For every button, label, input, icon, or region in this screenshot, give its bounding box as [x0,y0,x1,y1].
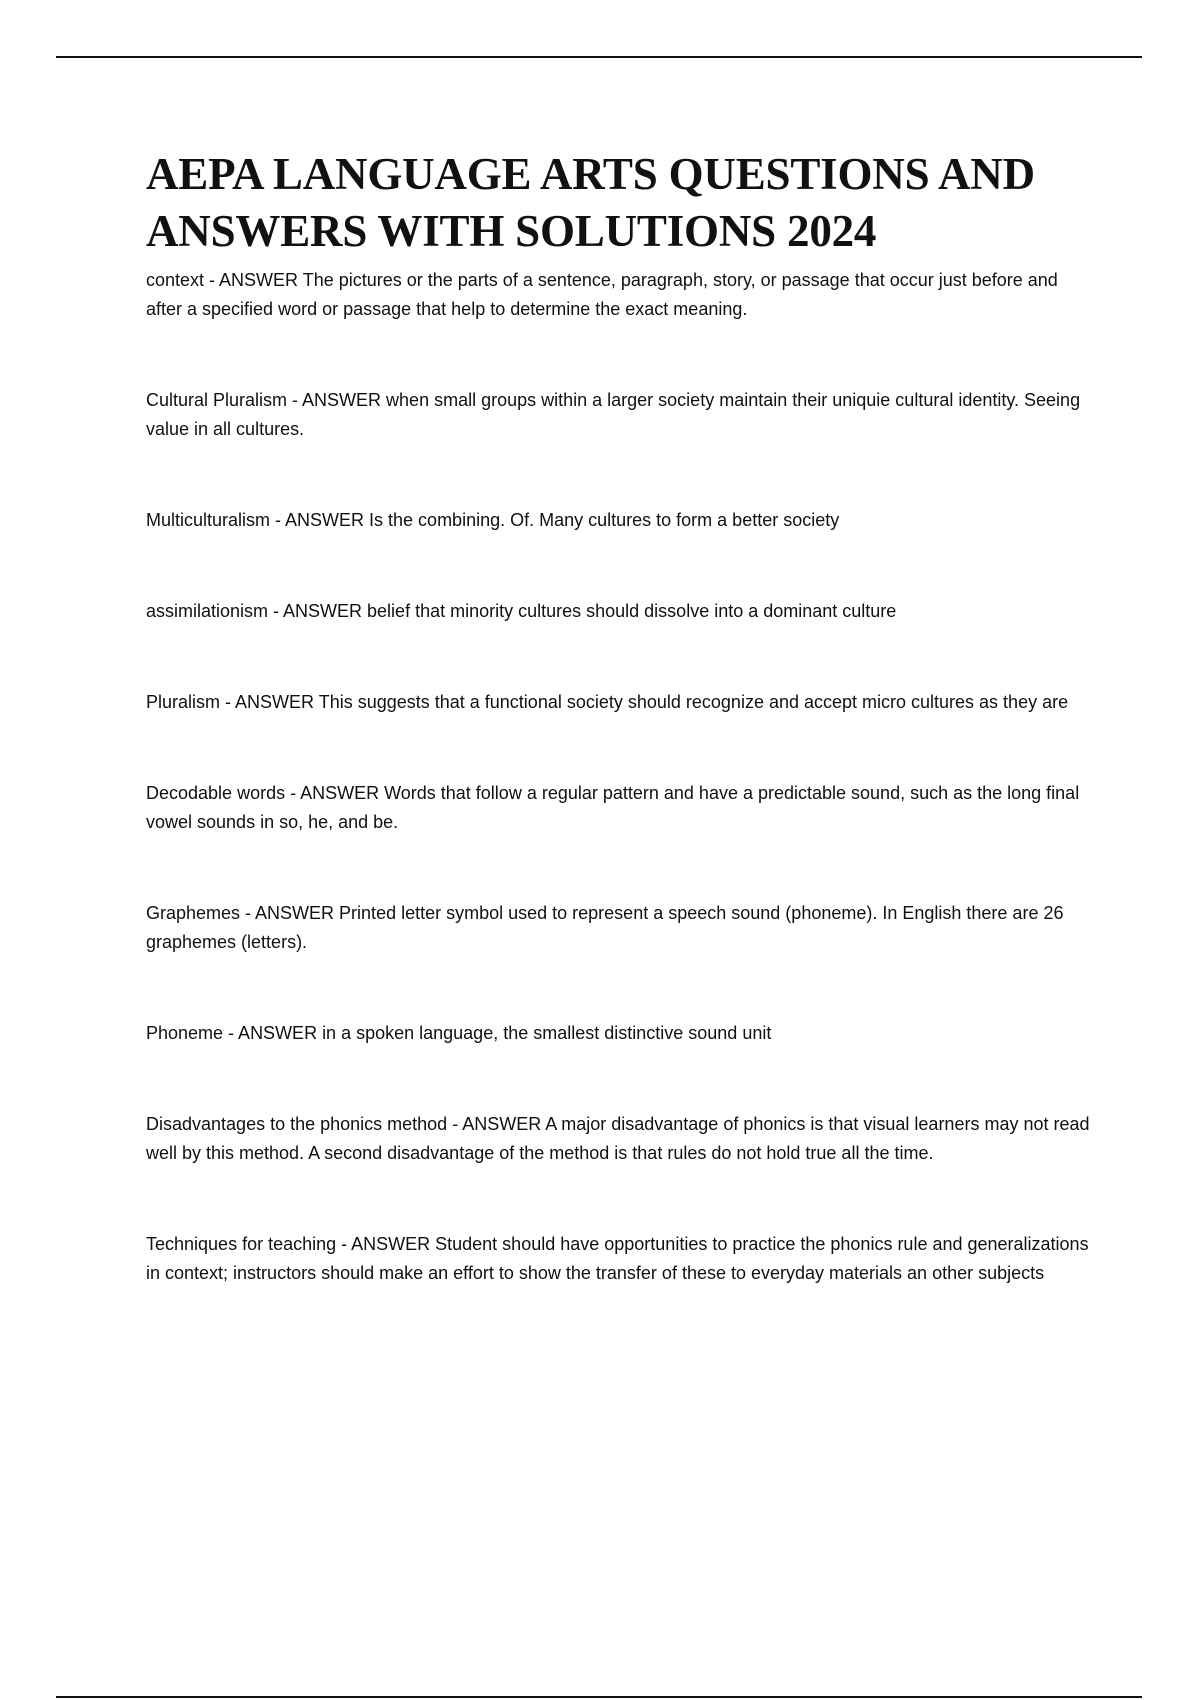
qa-entry-teaching-techniques: Techniques for teaching - ANSWER Student should have opportunities to practice the phonics rule and generalizations in context; instructors should make an effort to show the transfer of these to everyday materials an other subjects [146,1234,1089,1283]
qa-entry-context: context - ANSWER The pictures or the parts of a sentence, paragraph, story, or passage that occur just before and after a specified word or passage that help to determine the exact meaning. [146,270,1058,319]
bottom-divider [56,1696,1142,1698]
top-divider [56,56,1142,58]
qa-entry-graphemes: Graphemes - ANSWER Printed letter symbol used to represent a speech sound (phoneme). In English there are 26 graphemes (letters). [146,903,1064,952]
document-title: AEPA LANGUAGE ARTS QUESTIONS AND ANSWERS WITH SOLUTIONS 2024 [146,149,1035,256]
qa-entry-phoneme: Phoneme - ANSWER in a spoken language, the smallest distinctive sound unit [146,1023,772,1043]
qa-entry-phonics-disadvantages: Disadvantages to the phonics method - ANSWER A major disadvantage of phonics is that visual learners may not read well by this method. A second disadvantage of the method is that rules do not hold true all the time. [146,1114,1090,1163]
qa-entry-multiculturalism: Multiculturalism - ANSWER Is the combining. Of. Many cultures to form a better society [146,510,840,530]
document-body [146,146,1096,1350]
qa-entry-assimilationism: assimilationism - ANSWER belief that minority cultures should dissolve into a dominant culture [146,601,897,621]
qa-entry-decodable-words: Decodable words - ANSWER Words that follow a regular pattern and have a predictable sound, such as the long final vowel sounds in so, he, and be. [146,783,1080,832]
qa-entry-pluralism: Pluralism - ANSWER This suggests that a functional society should recognize and accept micro cultures as they are [146,692,1069,712]
qa-entry-cultural-pluralism: Cultural Pluralism - ANSWER when small groups within a larger society maintain their uniquie cultural identity. Seeing value in all cultures. [146,390,1081,439]
